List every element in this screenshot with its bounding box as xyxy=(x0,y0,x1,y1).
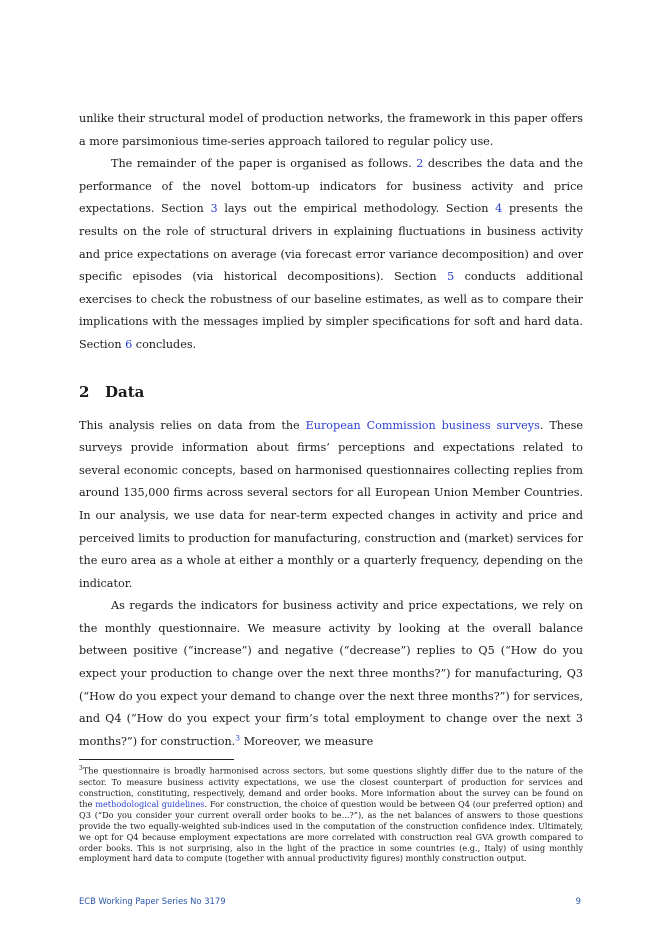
section-ref-2[interactable]: 2 xyxy=(416,157,424,171)
footnote-ref-3[interactable]: 3 xyxy=(235,733,241,743)
section-ref-3[interactable]: 3 xyxy=(210,202,218,216)
paragraph-intro-end: unlike their structural model of production networks, the framework in this paper offers a more parsimonious time-series approach tailored to regular policy use. xyxy=(79,112,583,148)
section-heading xyxy=(79,383,583,401)
section-ref-5[interactable]: 5 xyxy=(447,270,455,284)
section-number: 2 xyxy=(79,382,90,401)
paragraph-data-source: This analysis relies on data from the European Commission business surveys. These surveys provide information about firms’ perceptions and expectations related to several economic concepts, based on harmonised questionnaires collecting replies from around 135,000 firms across several sectors for all European Union Member Countries. In our analysis, we use data for near-term expected changes in activity and price and perceived limits to production for manufacturing, construction and (market) services for the euro area as a whole at either a monthly or a quarterly frequency, depending on the indicator. xyxy=(79,418,583,590)
paragraph-roadmap: The remainder of the paper is organised as follows. 2 describes the data and the performance of the novel bottom-up indicators for business activity and price expectations. Section 3 lays out the empirical methodology. Section 4 presents the results on the role of structural drivers in explaining fluctuations in business activity and price expectations on average (via forecast error variance decomposition) and over specific episodes (via historical decompositions). Section 5 conducts additional exercises to check the robustness of our baseline estimates, as well as to compare their implications with the messages implied by simpler specifications for soft and hard data. Section 6 concludes. xyxy=(79,157,583,351)
series-label: ECB Working Paper Series No 3179 xyxy=(79,896,226,906)
ec-business-surveys-link[interactable]: European Commission business surveys xyxy=(305,418,540,432)
footnote-rule xyxy=(79,759,234,760)
footnote-mark: 3 xyxy=(79,765,83,773)
methodological-guidelines-link[interactable]: methodological guidelines xyxy=(95,798,205,809)
section-ref-6[interactable]: 6 xyxy=(125,337,133,351)
page-body xyxy=(79,108,583,864)
section-ref-4[interactable]: 4 xyxy=(495,202,503,216)
page-number: 9 xyxy=(575,896,581,906)
section-title: Data xyxy=(105,382,145,401)
footnote-3: $^3$The questionnaire is broadly harmonised across sectors, but some questions slightly differ due to the nature of the sector. To measure business activity expectations, we use the closest counterpart of production for services and construction, constituting, respectively, demand and order books. More information about the survey can be found on the methodological guidelines. For construction, the choice of question would be between Q4 (our preferred option) and Q3 (“Do you consider your current overall order books to be...?”), as the net balances of answers to those questions provide the two equally-weighted sub-indices used in the computation of the construction confidence index. Ultimately, we opt for Q4 because employment expectations are more correlated with construction real GVA growth compared to order books. This is not surprising, also in the light of the practice in some countries (e.g., Italy) of using monthly employment hard data to compute (together with annual productivity figures) monthly construction output. xyxy=(79,765,583,864)
paragraph-indicators: As regards the indicators for business activity and price expectations, we rely on the monthly questionnaire. We measure activity by looking at the overall balance between positive (“increase”) and negative (“decrease”) replies to Q5 (“How do you expect your production to change over the next three months?”) for manufacturing, Q3 (“How do you expect your demand to change over the next three months?”) for services, and Q4 (“How do you expect your firm’s total employment to change over the next 3 months?”) for construction.$^3$ Moreover, we measure xyxy=(79,599,583,748)
page-footer xyxy=(79,896,583,906)
